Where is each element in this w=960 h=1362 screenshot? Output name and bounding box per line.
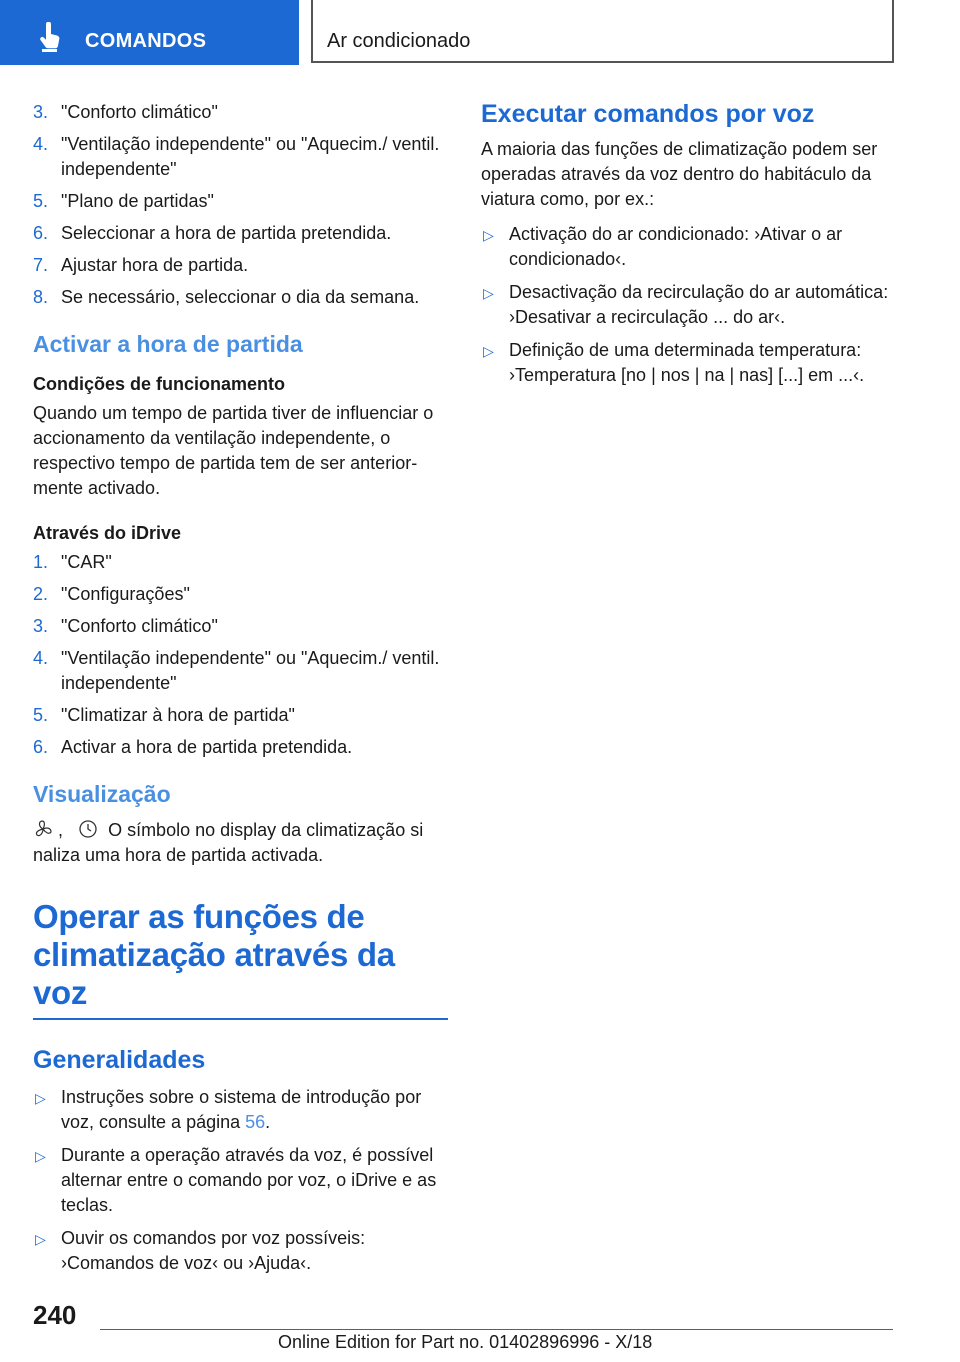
step-number: 4. (33, 648, 49, 668)
list-item (481, 280, 901, 330)
step-text: "Conforto climático" (61, 616, 218, 636)
display-text-line1: O símbolo no display da climatização si (108, 820, 424, 840)
step-number: 6. (33, 223, 49, 243)
step-text: "Ventilação independente" ou "Aquecim./ ventil. independente" (61, 648, 440, 693)
step-text: Activar a hora de partida pretendida. (61, 737, 353, 757)
list-item (33, 221, 448, 246)
step-number: 8. (33, 287, 49, 307)
list-item (33, 735, 448, 760)
list-item (481, 338, 901, 388)
display-text-line2: naliza uma hora de partida activada. (33, 845, 324, 865)
list-item (33, 1226, 448, 1276)
triangle-right-icon: ▷ (35, 1090, 46, 1106)
step-number: 1. (33, 552, 49, 572)
display-comma: , (58, 820, 64, 840)
step-number: 7. (33, 255, 49, 275)
step-number: 4. (33, 134, 49, 154)
item-text-end: . (265, 1112, 271, 1132)
item-text: Instruções sobre o sistema de introdução por voz, consulte a página (61, 1087, 422, 1132)
item-text: Activação do ar condicionado: ›Ativar o ar condicionado‹. (509, 224, 843, 269)
list-item (33, 285, 448, 310)
list-item (33, 646, 448, 696)
left-column (33, 100, 448, 1284)
page-link[interactable]: 56 (245, 1112, 266, 1132)
list-item (481, 222, 901, 272)
hand-pointer-icon (38, 22, 64, 52)
voice-commands-intro: A maioria das funções de climatização podem ser operadas através da voz dentro do habitáculo da viatura como, por ex.: (481, 139, 878, 209)
conditions-text: Quando um tempo de partida tiver de influenciar o accionamento da ventilação independente, o respectivo tempo de partida tem de ser anteriormente activado. (33, 403, 434, 498)
list-item (33, 1085, 448, 1135)
general-heading: Generalidades (33, 1046, 206, 1074)
section-title: COMANDOS (85, 30, 207, 52)
step-text: "Configurações" (61, 584, 190, 604)
list-item (33, 550, 448, 575)
step-number: 5. (33, 191, 49, 211)
step-number: 5. (33, 705, 49, 725)
list-item (33, 100, 448, 125)
general-list (33, 1085, 448, 1276)
section-tab (0, 0, 299, 65)
list-item (33, 703, 448, 728)
triangle-right-icon: ▷ (483, 227, 494, 243)
list-item (33, 253, 448, 278)
step-text: "CAR" (61, 552, 112, 572)
activate-heading: Activar a hora de partida (33, 331, 303, 357)
step-text: "Climatizar à hora de partida" (61, 705, 295, 725)
fan-icon (33, 819, 53, 839)
step-text: "Conforto climático" (61, 102, 218, 122)
right-column (481, 100, 901, 396)
item-text: Desactivação da recirculação do ar automática: ›Desativar a recirculação ... do ar‹. (509, 282, 889, 327)
voice-heading: Operar as funções de climatização através da voz (33, 898, 395, 1011)
list-item (33, 1143, 448, 1218)
list-item (33, 582, 448, 607)
triangle-right-icon: ▷ (35, 1148, 46, 1164)
idrive-heading: Através do iDrive (33, 523, 182, 543)
step-text: "Plano de partidas" (61, 191, 214, 211)
display-heading: Visualização (33, 781, 171, 807)
item-text: Definição de uma determinada temperatura: ›Temperatura [no | nos | na | nas] [...] em ...‹. (509, 340, 865, 385)
footer-rule (100, 1329, 893, 1330)
step-number: 3. (33, 102, 49, 122)
item-text: Ouvir os comandos por voz possíveis: ›Comandos de voz‹ ou ›Ajuda‹. (61, 1228, 366, 1273)
list-item (33, 614, 448, 639)
step-text: Se necessário, seleccionar o dia da semana. (61, 287, 420, 307)
topic-title: Ar condicionado (327, 30, 471, 52)
step-text: Ajustar hora de partida. (61, 255, 249, 275)
item-text: Durante a operação através da voz, é possível alternar entre o comando por voz, o iDrive e as teclas. (61, 1145, 437, 1215)
list-item (33, 132, 448, 182)
step-text: Seleccionar a hora de partida pretendida. (61, 223, 392, 243)
conditions-heading: Condições de funcionamento (33, 374, 286, 394)
step-number: 3. (33, 616, 49, 636)
step-text: "Ventilação independente" ou "Aquecim./ ventil. independente" (61, 134, 440, 179)
voice-commands-list (481, 222, 901, 388)
page-number: 240 (33, 1300, 77, 1330)
list-item (33, 189, 448, 214)
triangle-right-icon: ▷ (483, 285, 494, 301)
triangle-right-icon: ▷ (35, 1231, 46, 1247)
footer-edition: Online Edition for Part no. 01402896996 - X/18 (278, 1332, 653, 1352)
voice-commands-heading: Executar comandos por voz (481, 100, 815, 128)
step-number: 2. (33, 584, 49, 604)
clock-icon (78, 819, 98, 839)
steps-list-2 (33, 550, 448, 760)
steps-list-1 (33, 100, 448, 310)
display-text (33, 818, 448, 868)
triangle-right-icon: ▷ (483, 343, 494, 359)
topic-box (311, 0, 894, 63)
step-number: 6. (33, 737, 49, 757)
